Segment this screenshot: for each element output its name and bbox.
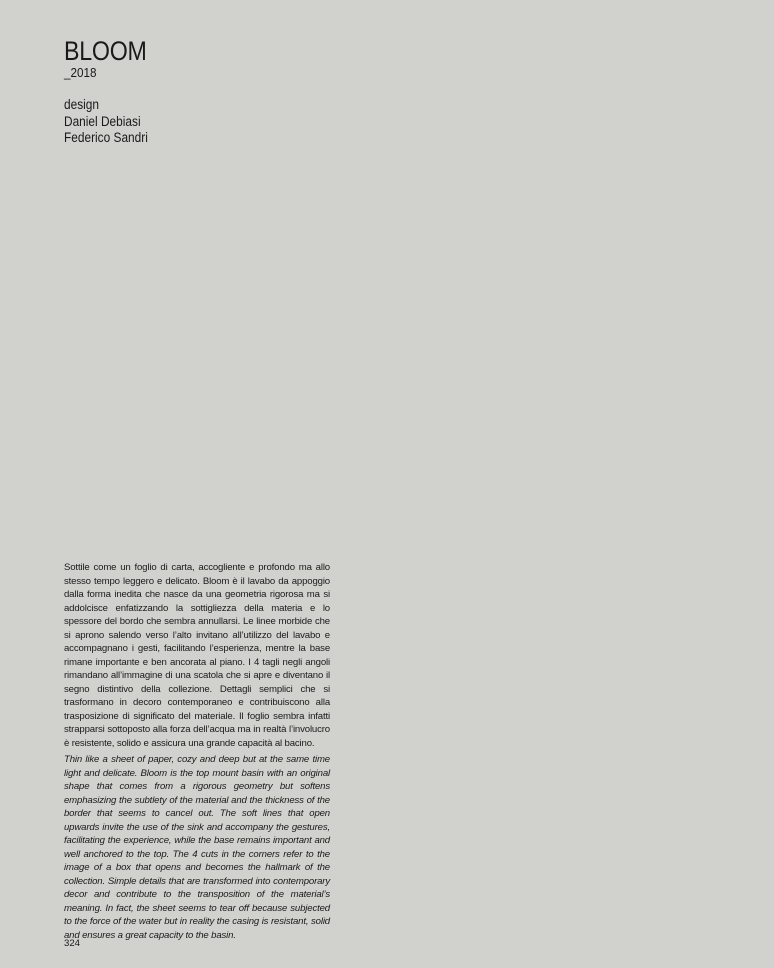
designer-name: Federico Sandri: [64, 130, 148, 145]
page-header: [64, 36, 160, 80]
product-title: BLOOM: [64, 36, 147, 66]
designer-name: Daniel Debiasi: [64, 113, 141, 129]
design-credits: [64, 97, 159, 147]
product-year: _2018: [64, 65, 97, 80]
page-number: 324: [64, 938, 81, 949]
design-label: design: [64, 97, 100, 112]
english-description: Thin like a sheet of paper, cozy and deep but at the same time light and delicate. Bloom is the top mount basin with an original shape that comes from a rigorous geometry but softens emphasizing the subtlety of the material and the thickness of the border that seems to cancel out. The soft lines that open upwards invite the use of the sink and accompany the gestures, facilitating the experience, while the base remains important and well anchored to the top. The 4 cuts in the corners refer to the image of a box that opens and becomes the hallmark of the collection. Simple details that are transformed into contemporary decor and contribute to the transposition of the material’s meaning. In fact, the sheet seems to tear off because subjected to the force of the water but in reality the casing is resistant, solid and ensures a great capacity to the basin.: [64, 754, 330, 941]
italian-description: Sottile come un foglio di carta, accogliente e profondo ma allo stesso tempo leggero e delicato. Bloom è il lavabo da appoggio dalla forma inedita che nasce da una geometria rigorosa ma si addolcisce enfatizzando la sottigliezza della materia e lo spessore del bordo che sembra annullarsi. Le linee morbide che si aprono salendo verso l’alto invitano all’utilizzo del lavabo e accompagnano i gesti, facilitando l’esperienza, mentre la base rimane importante e ben ancorata al piano. I 4 tagli negli angoli rimandano all’immagine di una scatola che si apre e diventano il segno distintivo della collezione. Dettagli semplici che si trasformano in decoro contemporaneo e contribuiscono alla trasposizione di significato del materiale. Il foglio sembra infatti strapparsi sottoposto alla forza dell’acqua ma in realtà l’involucro è resistente, solido e assicura una grande capacità al bacino.: [64, 562, 330, 749]
